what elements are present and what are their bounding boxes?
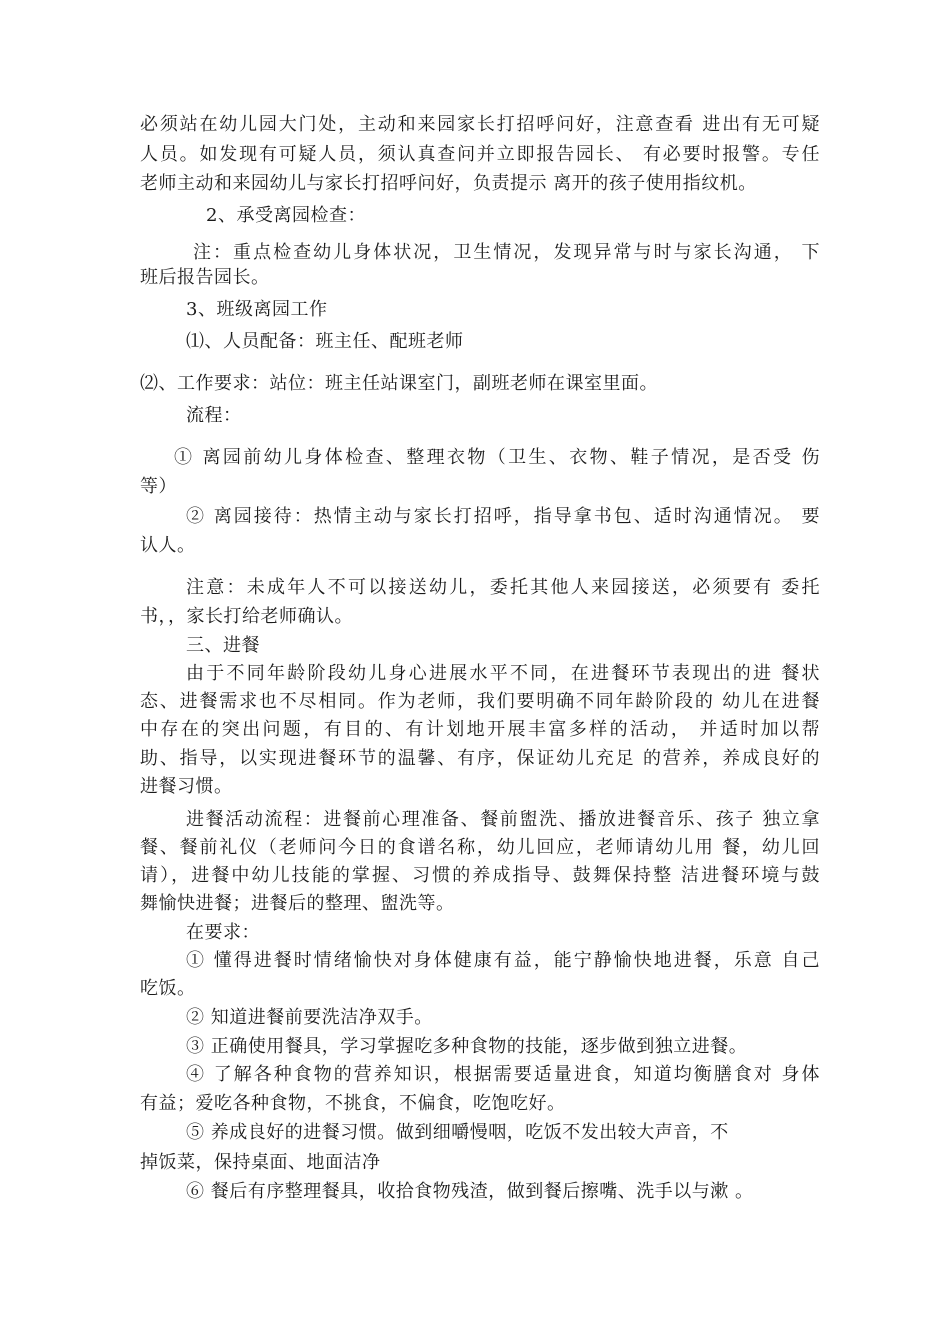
paragraph-line: 认人。	[140, 535, 196, 556]
list-item: ⑤ 养成良好的进餐习惯。做到细嚼慢咽，吃饭不发出较大声音，不	[186, 1122, 729, 1143]
list-item: ④ 了解各种食物的营养知识，根据需要适量进食，知道均衡膳食对 身体	[186, 1064, 820, 1085]
section-heading: 三、进餐	[186, 635, 260, 656]
paragraph-line: 人员。如发现有可疑人员，须认真查问并立即报告园长、 有必要时报警。专任	[140, 144, 820, 165]
paragraph-line: 舞愉快进餐；进餐后的整理、盥洗等。	[140, 893, 455, 914]
list-item: ⑵、工作要求：站位：班主任站课室门，副班老师在课室里面。	[140, 373, 658, 394]
paragraph-line: 注意：未成年人不可以接送幼儿，委托其他人来园接送，必须要有 委托	[186, 577, 820, 598]
paragraph-line: 由于不同年龄阶段幼儿身心进展水平不同，在进餐环节表现出的进 餐状	[186, 663, 820, 684]
list-item: ② 知道进餐前要洗洁净双手。	[186, 1007, 433, 1028]
paragraph-line: 进餐习惯。	[140, 776, 233, 797]
list-item: ① 离园前幼儿身体检查、整理衣物（卫生、衣物、鞋子情况，是否受 伤	[174, 447, 820, 468]
paragraph-line: 餐、餐前礼仪（老师问今日的食谱名称，幼儿回应，老师请幼儿用 餐，幼儿回	[140, 837, 820, 858]
list-item: ③ 正确使用餐具，学习掌握吃多种食物的技能，逐步做到独立进餐。	[186, 1036, 748, 1057]
list-item: ⑴、人员配备：班主任、配班老师	[186, 331, 464, 352]
paragraph-line: 吃饭。	[140, 978, 196, 999]
list-item: ① 懂得进餐时情绪愉快对身体健康有益，能宁静愉快地进餐，乐意 自己	[186, 950, 820, 971]
paragraph-line: 班后报告园长。	[140, 267, 270, 288]
paragraph-line: 中存在的突出问题，有目的、有计划地开展丰富多样的活动， 并适时加以帮	[140, 719, 820, 740]
paragraph-line: 请），进餐中幼儿技能的掌握、习惯的养成指导、鼓舞保持整 洁进餐环境与鼓	[140, 865, 820, 886]
label-text: 在要求：	[186, 922, 260, 943]
section-heading: 3、班级离园工作	[186, 299, 328, 320]
paragraph-line: 有益；爱吃各种食物，不挑食，不偏食，吃饱吃好。	[140, 1093, 566, 1114]
list-item: ② 离园接待：热情主动与家长打招呼，指导拿书包、适时沟通情况。 要	[186, 506, 820, 527]
paragraph-line: 掉饭菜，保持桌面、地面洁净	[140, 1152, 381, 1173]
paragraph-line: 助、指导，以实现进餐环节的温馨、有序，保证幼儿充足 的营养，养成良好的	[140, 748, 820, 769]
paragraph-line: 注：重点检查幼儿身体状况，卫生情况，发现异常与时与家长沟通， 下	[193, 242, 820, 263]
paragraph-line: 书，，家长打给老师确认。	[140, 606, 353, 627]
paragraph-line: 必须站在幼儿园大门处，主动和来园家长打招呼问好，注意查看 进出有无可疑	[140, 114, 820, 135]
list-item: ⑥ 餐后有序整理餐具，收拾食物残渣，做到餐后擦嘴、洗手以与漱 。	[186, 1181, 754, 1202]
paragraph-line: 态、进餐需求也不尽相同。作为老师，我们要明确不同年龄阶段的 幼儿在进餐	[140, 691, 820, 712]
paragraph-line: 等）	[140, 476, 177, 497]
paragraph-line: 老师主动和来园幼儿与家长打招呼问好，负责提示 离开的孩子使用指纹机。	[140, 173, 757, 194]
label-text: 流程：	[186, 405, 242, 426]
paragraph-line: 进餐活动流程：进餐前心理准备、餐前盥洗、播放进餐音乐、孩子 独立拿	[186, 809, 820, 830]
section-heading: 2、承受离园检查：	[206, 205, 366, 226]
